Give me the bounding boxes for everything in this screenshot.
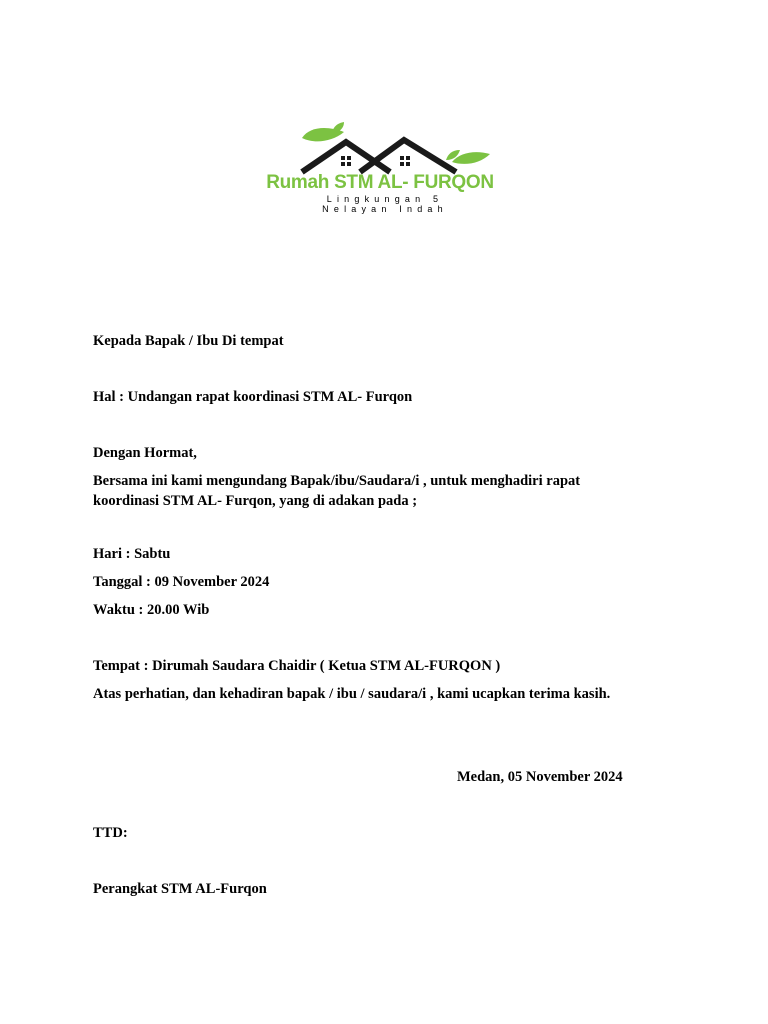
intro-paragraph: Bersama ini kami mengundang Bapak/ibu/Saudara/i , untuk menghadiri rapat koordinasi STM AL- Furqon, yang di adakan pada ; xyxy=(93,473,581,509)
logo-title-stm: STM AL- FURQON xyxy=(334,172,494,193)
date-line: Tanggal : 09 November 2024 xyxy=(93,574,270,590)
logo-subtitle-line2: Nelayan Indah xyxy=(322,204,448,214)
signatory-line: Perangkat STM AL-Furqon xyxy=(93,881,267,897)
recipient-line: Kepada Bapak / Ibu Di tempat xyxy=(93,333,284,349)
signature-label: TTD: xyxy=(93,825,128,841)
logo-title-rumah: Rumah xyxy=(266,172,335,193)
closing-line: Atas perhatian, dan kehadiran bapak / ibu / saudara/i , kami ucapkan terima kasih. xyxy=(93,686,611,702)
logo-subtitle-line1: Lingkungan 5 xyxy=(326,194,444,204)
subject-line: Hal : Undangan rapat koordinasi STM AL- Furqon xyxy=(93,389,413,405)
greeting-line: Dengan Hormat, xyxy=(93,445,197,461)
time-line: Waktu : 20.00 Wib xyxy=(93,602,210,618)
place-line: Tempat : Dirumah Saudara Chaidir ( Ketua STM AL-FURQON ) xyxy=(93,658,501,674)
day-line: Hari : Sabtu xyxy=(93,546,171,562)
logo-title xyxy=(248,172,512,194)
organization-logo xyxy=(240,118,520,218)
house-roofs-icon xyxy=(240,118,520,178)
place-date-line: Medan, 05 November 2024 xyxy=(457,769,623,785)
